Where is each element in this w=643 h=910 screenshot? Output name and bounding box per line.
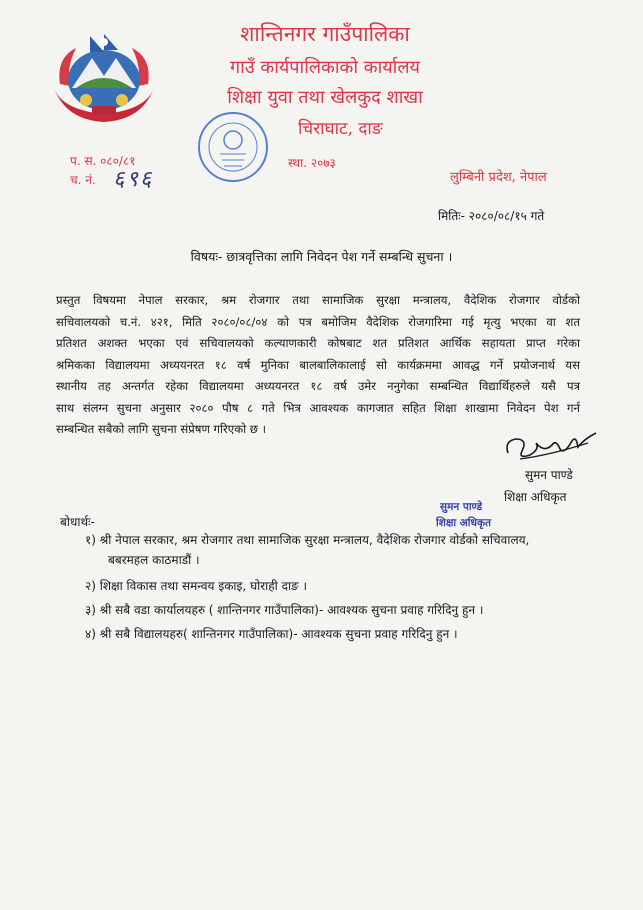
letter-body [56,290,580,441]
cc-label: बोधार्थः- [60,515,95,529]
cc-item [85,530,595,550]
established-year: स्था. २०७३ [288,156,336,170]
body-line: श्रमिकका विद्यालयमा अध्ययनरत १८ वर्ष मुनिका बालबालिकालाई सो कार्यक्रममा आवद्ध गर्ने प्रयोजनार्थ यस [56,357,580,372]
cc-item-number: २) [85,579,96,593]
cc-item-text: श्री सबै वडा कार्यालयहरु ( शान्तिनगर गाउँपालिका)- आवश्यक सुचना प्रवाह गरिदिनु हुन । [99,603,484,617]
letterhead-municipality: शान्तिनगर गाउँपालिका [240,22,410,46]
cc-item-text: शिक्षा विकास तथा समन्वय इकाइ, घोराही दाङ । [99,579,308,593]
handwritten-signature [500,425,600,467]
body-line: सम्बन्धित सबैको लागि सुचना संप्रेषण गरिएको छ । [56,422,266,436]
letterhead-address: चिराघाट, दाङ [298,119,383,139]
cc-item-number: ३) [85,603,96,617]
letter-subject: विषयः- छात्रवृत्तिका लागि निवेदन पेश गर्ने सम्बन्धि सुचना । [190,249,453,264]
letter-reference-number: प. स. ०८०/८१ [70,154,136,168]
body-line: सचिवालयको च.नं. ४२१, मिति २०८०/०८/०४ को पत्र बमोजिम वैदेशिक रोजगारिमा गई मृत्यु भएका वा शत [56,314,580,329]
name-stamp: सुमन पाण्डे [440,501,483,513]
letterhead-office: गाउँ कार्यपालिकाको कार्यालय [230,57,420,78]
body-line: प्रस्तुत विषयमा नेपाल सरकार, श्रम रोजगार तथा सामाजिक सुरक्षा मन्त्रालय, वैदेशिक रोजगार वोर्डको [56,293,580,307]
cc-item-text: श्री सबै विद्यालयहरु( शान्तिनगर गाउँपालिका)- आवश्यक सुचना प्रवाह गरिदिनु हुन । [99,627,458,641]
designation-stamp: शिक्षा अधिकृत [436,517,492,529]
office-seal-icon [196,110,270,184]
cc-item-continuation: बबरमहल काठमाडौं । [108,553,200,567]
nepal-emblem-icon [46,28,162,126]
letterhead-section: शिक्षा युवा तथा खेलकुद शाखा [227,87,423,108]
body-line: प्रतिशत अशक्त भएका एवं सचिवालयको कल्याणकारी कोषबाट शत प्रतिशत आर्थिक सहायता प्राप्त गरेका [56,336,580,350]
signatory-designation: शिक्षा अधिकृत [504,490,567,504]
cc-list [85,530,595,644]
cc-item [85,624,595,644]
cc-item [85,600,595,620]
cc-item-text: श्री नेपाल सरकार, श्रम रोजगार तथा सामाजिक सुरक्षा मन्त्रालय, वैदेशिक रोजगार वोर्डको सचिवालय, [99,533,530,547]
province-name: लुम्बिनी प्रदेश, नेपाल [450,170,547,185]
letter-date: मितिः- २०८०/०८/१५ गते [438,209,545,223]
signatory-name: सुमन पाण्डे [525,468,573,482]
body-line: स्थानीय तह अन्तर्गत रहेका विद्यालयमा अध्ययनरत १८ वर्ष उमेर ननुगेका सम्बन्धित विद्यार्थिहरुले यसै पत्र [56,379,580,393]
cc-item-number: ४) [85,627,96,641]
cc-item-number: १) [85,533,96,547]
dispatch-number-label: च. नं. [70,173,96,187]
dispatch-number-handwritten: ६९६ [113,167,154,192]
body-line: साथ संलग्न सुचना अनुसार २०८० पौष ८ गते भित्र आवश्यक कागजात सहित शिक्षा शाखामा निवेदन पेश गर्न [56,400,580,415]
cc-item [85,576,595,596]
